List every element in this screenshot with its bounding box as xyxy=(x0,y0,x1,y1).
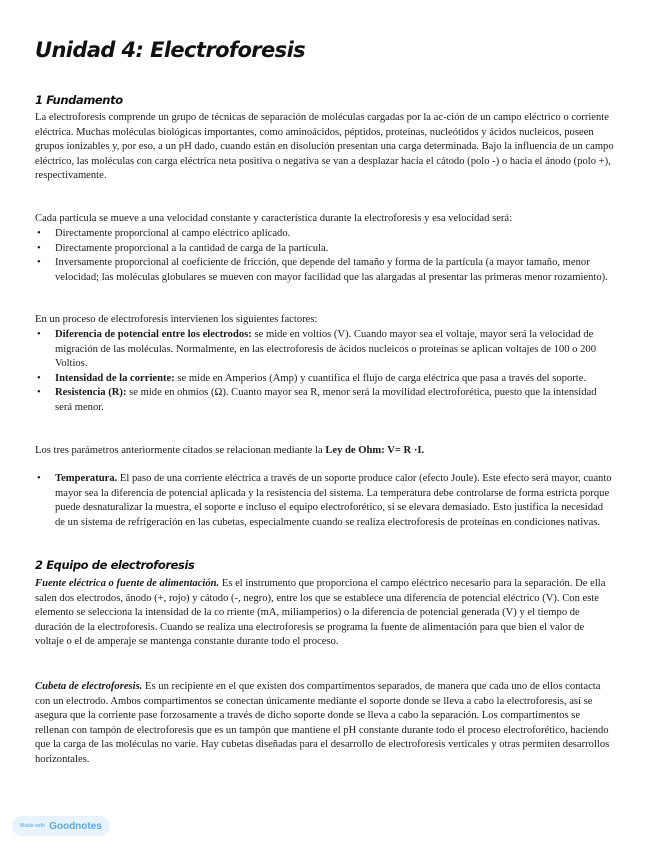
list-item xyxy=(35,328,615,372)
bullet-icon: • xyxy=(37,372,41,384)
factor-term: Diferencia de potencial entre los electrodos: xyxy=(55,329,252,340)
fuente-term: Fuente eléctrica o fuente de alimentación. xyxy=(35,578,220,589)
factor-term: Resistencia (R): xyxy=(55,387,127,398)
bullet-icon: • xyxy=(37,242,41,254)
list-item xyxy=(35,242,615,257)
factor-text: se mide en ohmios (Ω). Cuanto mayor sea R, menor será la movilidad electroforética, puesto que la intensidad será menor. xyxy=(55,387,597,413)
list-item xyxy=(35,372,615,387)
ohm-intro-text: Los tres parámetros anteriormente citados se relacionan mediante la xyxy=(35,445,326,456)
list-item xyxy=(35,472,615,530)
factor-text: se mide en voltios (V). Cuando mayor sea el voltaje, mayor será la velocidad de migración de las moléculas. Normalmente, en las electroforesis de ácidos nucleicos o proteínas se aplican voltajes de 100 o 200 Voltios. xyxy=(55,329,596,369)
list-item-text: Directamente proporcional al campo eléctrico aplicado. xyxy=(55,228,291,239)
factor-term: Temperatura. xyxy=(55,473,118,484)
paragraph-cubeta xyxy=(35,680,615,767)
paragraph-ohm-law xyxy=(35,444,615,459)
factor-text: se mide en Amperios (Amp) y cuantifica el flujo de carga eléctrica que pasa a través del soporte. xyxy=(174,372,587,384)
bullet-icon: • xyxy=(37,228,41,239)
list-item xyxy=(35,386,615,415)
factor-text: El paso de una corriente eléctrica a través de un soporte produce calor (efecto Joule). Este efecto será mayor, cuanto mayor sea la diferencia de potencial aplicada y la resistencia del sistema. La temperatura debe controlarse de forma estricta porque puede desnaturalizar la muestra, el soporte e incluso el equipo electroforético, si se elevara demasiado. Esto justifica la necesidad de un sistema de refrigeración en las cubetas, especialmente cuando se realiza electroforesis de proteínas en condiciones nativas. xyxy=(55,473,612,528)
list-item xyxy=(35,256,615,285)
ohm-law-formula: Ley de Ohm: V= R ·I. xyxy=(325,445,425,456)
paragraph-intro: La electroforesis comprende un grupo de técnicas de separación de moléculas cargadas por la ac-ción de un campo eléctrico o corriente eléctrica. Muchas moléculas biológicas importantes, como aminoácidos, péptidos, proteínas, nucleótidos y ácidos nucleicos, poseen grupos ionizables y, por eso, a un pH dado, cuando están en disolución presentan una carga determinada. Bajo la influencia de un campo eléctrico, las moléculas con carga eléctrica neta positiva o negativa se van a desplazar hacia el cátodo (polo -) o hacia el ánodo (polo +), respectivamente. xyxy=(35,112,614,181)
list-item xyxy=(35,227,615,242)
paragraph-velocity: Cada partícula se mueve a una velocidad constante y característica durante la electroforesis y esa velocidad será: xyxy=(35,213,513,224)
section-heading-fundamento: 1 Fundamento xyxy=(35,93,123,107)
section-heading-equipo: 2 Equipo de electroforesis xyxy=(35,558,195,572)
bullet-icon: • xyxy=(37,329,41,340)
cubeta-text: Es un recipiente en el que existen dos compartimentos separados, de manera que cada uno de ellos contacta con un electrodo. Ambos compartimentos se conectan únicamente mediante el soporte donde se lleva a cabo la electroforesis, así se asegura que la corriente pase forzosamente a través de dicho soporte donde se lleva a cabo la separación. Los compartimentos se rellenan con tampón de electroforesis que es un tampón que mantiene el pH constante durante todo el proceso electroforético, haciendo que la carga de las moléculas no varíe. Hay cubetas diseñadas para el desarrollo de electroforesis verticales y otras permiten desarrollos horizontales. xyxy=(35,681,610,765)
temperature-list xyxy=(35,472,615,530)
goodnotes-logo: Goodnotes xyxy=(49,820,102,832)
velocity-list xyxy=(35,227,615,285)
goodnotes-badge xyxy=(12,816,110,836)
list-item-text: Inversamente proporcional al coeficiente de fricción, que depende del tamaño y forma de la partícula (a mayor tamaño, menor velocidad; las moléculas globulares se mueven con mayor facilidad que las alargadas al presentar las primeras menor rozamiento). xyxy=(55,257,608,283)
bullet-icon: • xyxy=(37,473,41,484)
list-item-text: Directamente proporcional a la cantidad de carga de la partícula. xyxy=(55,242,329,254)
bullet-icon: • xyxy=(37,257,41,268)
made-with-label: Made with xyxy=(20,823,46,829)
factor-term: Intensidad de la corriente: xyxy=(55,372,175,384)
fuente-text: Es el instrumento que proporciona el campo eléctrico necesario para la separación. De ella salen dos electrodos, ánodo (+, rojo) y cátodo (-, negro), entre los que se establece una diferencia de potencial eléctrico (V). Con este elemento se selecciona la intensidad de la co rriente (mA, miliamperios) o la diferencia de potencial generada (V) y el tiempo de duración de la electroforesis. Cuando se realiza una electroforesis se programa la fuente de alimentación para que bien el valor de voltaje o el de amperaje se mantenga constante durante todo el proceso. xyxy=(35,578,606,647)
cubeta-term: Cubeta de electroforesis. xyxy=(35,681,143,692)
factors-list xyxy=(35,328,615,415)
page-title: Unidad 4: Electroforesis xyxy=(35,38,306,62)
paragraph-factors: En un proceso de electroforesis intervienen los siguientes factores: xyxy=(35,314,318,325)
bullet-icon: • xyxy=(37,387,41,398)
paragraph-fuente xyxy=(35,577,615,650)
